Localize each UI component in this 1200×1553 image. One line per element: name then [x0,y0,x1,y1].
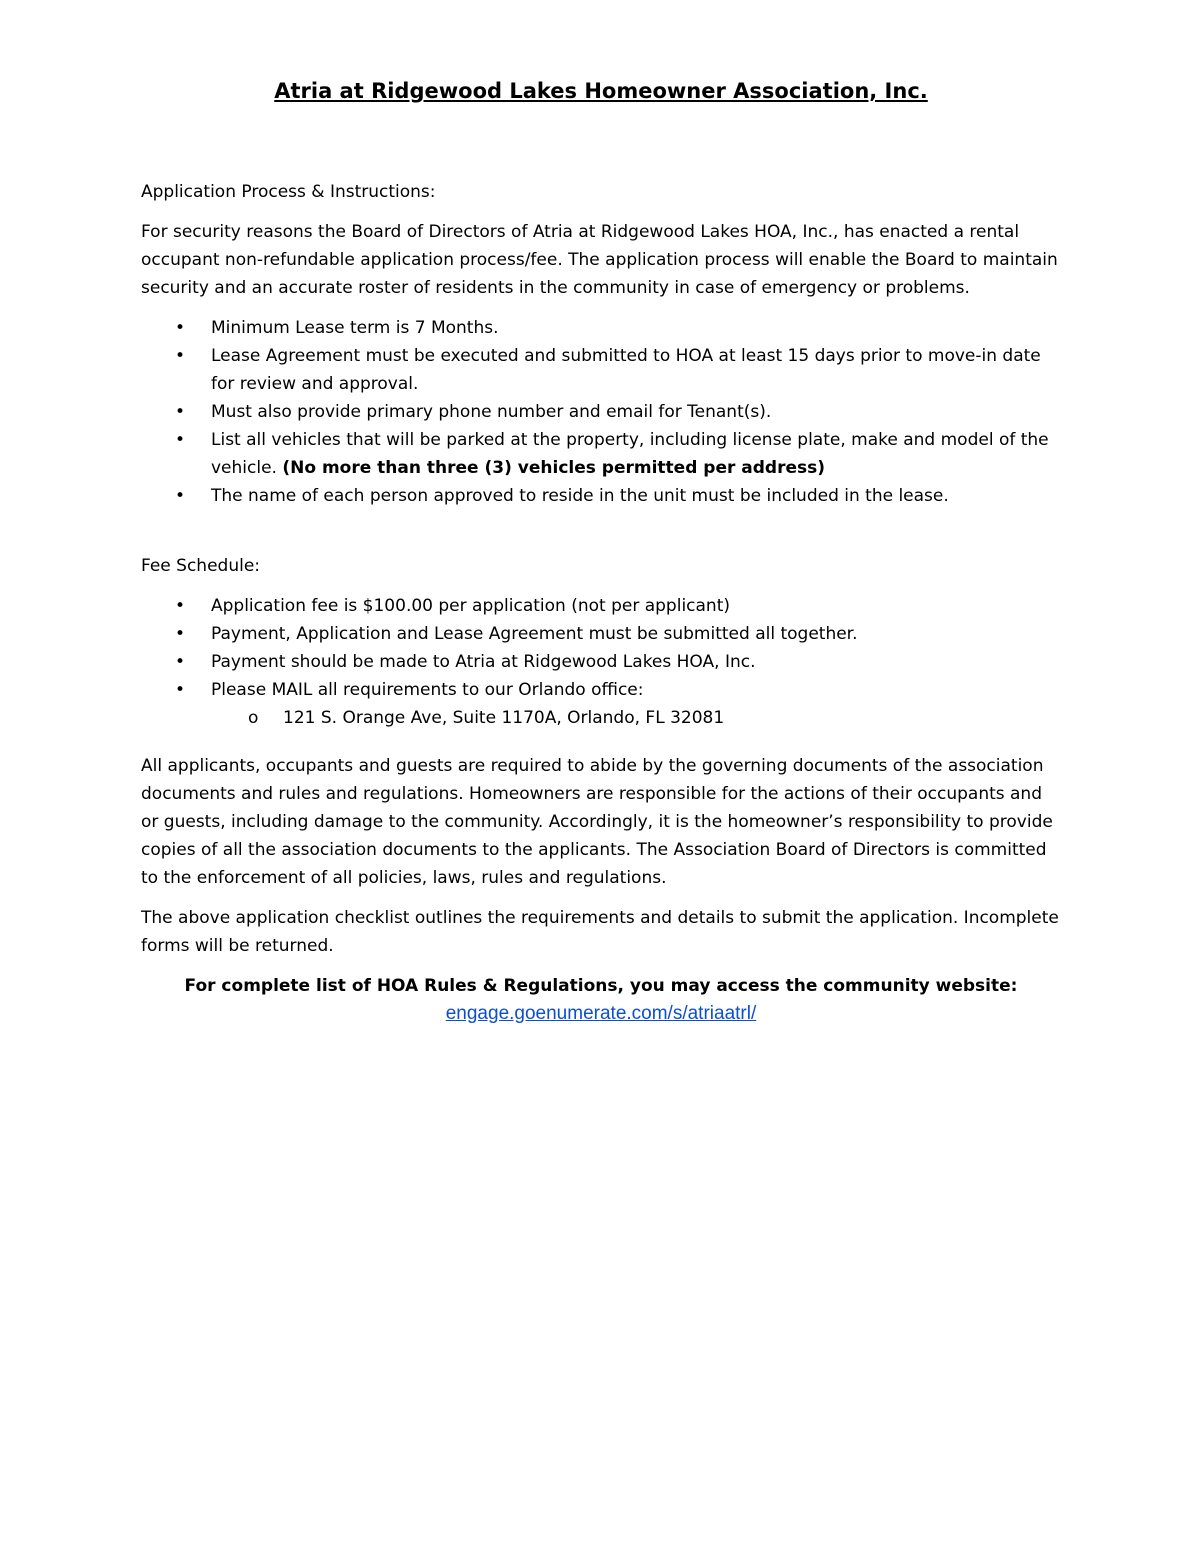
governing-paragraph: All applicants, occupants and guests are required to abide by the governing documents of the association documents and rules and regulations. Homeowners are responsible for the actions of their occupants and or guests, including damage to the community. Accordingly, it is the homeowner’s responsibility to provide copies of all the association documents to the applicants. The Association Board of Directors is committed to the enforcement of all policies, laws, rules and regulations. [141,756,1053,888]
fee-text: Please MAIL all requirements to our Orlando office: [211,680,644,700]
application-heading: Application Process & Instructions: [141,182,436,202]
bullet-icon: • [175,596,186,616]
requirement-text: Must also provide primary phone number and email for Tenant(s). [211,402,772,422]
bullet-icon: • [175,680,186,700]
list-item [141,314,1061,342]
website-line [141,1000,1061,1028]
requirement-text: Minimum Lease term is 7 Months. [211,318,499,338]
checklist-paragraph: The above application checklist outlines the requirements and details to submit the application. Incomplete forms will be returned. [141,908,1059,956]
fee-heading: Fee Schedule: [141,556,261,576]
bullet-icon: • [175,486,186,506]
list-item [141,676,1061,704]
office-address: 121 S. Orange Ave, Suite 1170A, Orlando, FL 32081 [283,708,725,728]
list-item [141,592,1061,620]
intro-paragraph: For security reasons the Board of Directors of Atria at Ridgewood Lakes HOA, Inc., has enacted a rental occupant non-refundable application process/fee. The application process will enable the Board to maintain security and an accurate roster of residents in the community in case of emergency or problems. [141,222,1058,298]
requirements-list [141,314,1061,510]
fee-text: Application fee is $100.00 per application (not per applicant) [211,596,731,616]
list-item [141,398,1061,426]
list-item [141,620,1061,648]
vehicle-limit-note: (No more than three (3) vehicles permitted per address) [282,458,826,478]
sub-bullet-icon: o [248,708,259,728]
website-link[interactable]: engage.goenumerate.com/s/atriaatrl/ [445,1003,757,1024]
requirement-text: Lease Agreement must be executed and submitted to HOA at least 15 days prior to move-in date for review and approval. [211,346,1041,394]
list-item [141,648,1061,676]
document-page [141,76,1061,1028]
requirement-text: The name of each person approved to reside in the unit must be included in the lease. [211,486,949,506]
document-title: Atria at Ridgewood Lakes Homeowner Association, Inc. [274,79,928,103]
bullet-icon: • [175,430,186,450]
list-item [141,426,1061,482]
requirement-text: List all vehicles that will be parked at the property, including license plate, make and model of the vehicle. [211,430,1049,478]
bullet-icon: • [175,652,186,672]
bullet-icon: • [175,402,186,422]
fee-list [141,592,1061,704]
fee-text: Payment, Application and Lease Agreement must be submitted all together. [211,624,858,644]
footer-note: For complete list of HOA Rules & Regulations, you may access the community website: [184,976,1018,996]
list-item [141,482,1061,510]
bullet-icon: • [175,318,186,338]
fee-text: Payment should be made to Atria at Ridgewood Lakes HOA, Inc. [211,652,756,672]
address-item [141,704,1061,732]
bullet-icon: • [175,346,186,366]
list-item [141,342,1061,398]
bullet-icon: • [175,624,186,644]
